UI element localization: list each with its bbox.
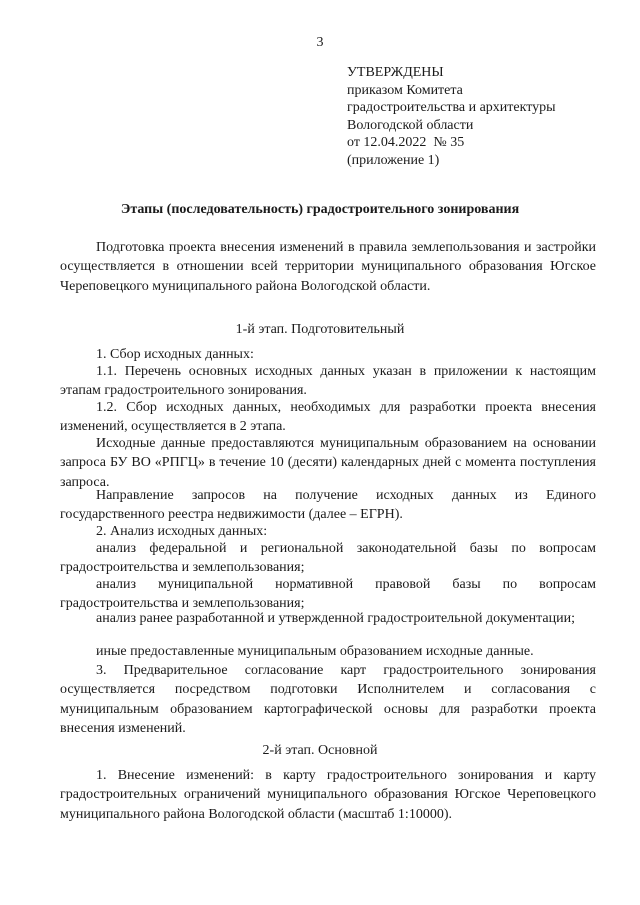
approval-line: УТВЕРЖДЕНЫ	[347, 65, 444, 80]
approval-line: Вологодской области	[347, 117, 474, 133]
body-paragraph: Исходные данные предоставляются муниципальным образованием на основании запроса БУ ВО «РПГЦ» в течение 10 (десяти) календарных дней с момента поступления запроса.	[60, 436, 596, 490]
approval-line: (приложение 1)	[347, 152, 440, 168]
body-paragraph: 1.2. Сбор исходных данных, необходимых для разработки проекта внесения изменений, осуществляется в 2 этапа.	[60, 400, 596, 435]
body-paragraph: 1. Внесение изменений: в карту градостроительного зонирования и карту градостроительных ограничений муниципального образования Югское Череповецкого муниципального района Вологодской области (масштаб 1:10000).	[60, 768, 596, 822]
body-paragraph: Направление запросов на получение исходных данных из Единого государственного реестра недвижимости (далее – ЕГРН).	[60, 488, 596, 523]
body-paragraph: 1.1. Перечень основных исходных данных указан в приложении к настоящим этапам градостроительного зонирования.	[60, 364, 596, 399]
document-title: Этапы (последовательность) градостроительного зонирования	[120, 202, 520, 217]
approval-line: приказом Комитета	[347, 82, 463, 98]
body-paragraph: анализ муниципальной нормативной правовой базы по вопросам градостроительства и землепользования;	[60, 577, 596, 612]
body-paragraph: анализ ранее разработанной и утвержденной градостроительной документации;	[96, 611, 575, 626]
approval-block	[347, 64, 627, 170]
approval-line: от 12.04.2022 № 35	[347, 135, 465, 151]
page-number: 3	[316, 35, 324, 50]
body-paragraph: 2. Анализ исходных данных:	[96, 524, 268, 539]
approval-line: градостроительства и архитектуры	[347, 100, 556, 116]
body-paragraph: иные предоставленные муниципальным образованием исходные данные.	[96, 644, 534, 659]
body-paragraph: 3. Предварительное согласование карт градостроительного зонирования осуществляется посредством подготовки Исполнителем и согласования с муниципальным образованием картографической основы для разработки проекта внесения изменений.	[60, 663, 596, 736]
body-paragraph: 1. Сбор исходных данных:	[96, 347, 254, 362]
intro-paragraph: Подготовка проекта внесения изменений в правила землепользования и застройки осуществляется в отношении всей территории муниципального образования Югское Череповецкого муниципального района Вологодской области.	[60, 240, 596, 294]
stage-2-heading: 2-й этап. Основной	[262, 743, 378, 758]
body-paragraph: анализ федеральной и региональной законодательной базы по вопросам градостроительства и землепользования;	[60, 541, 596, 576]
stage-1-heading: 1-й этап. Подготовительный	[235, 322, 405, 337]
